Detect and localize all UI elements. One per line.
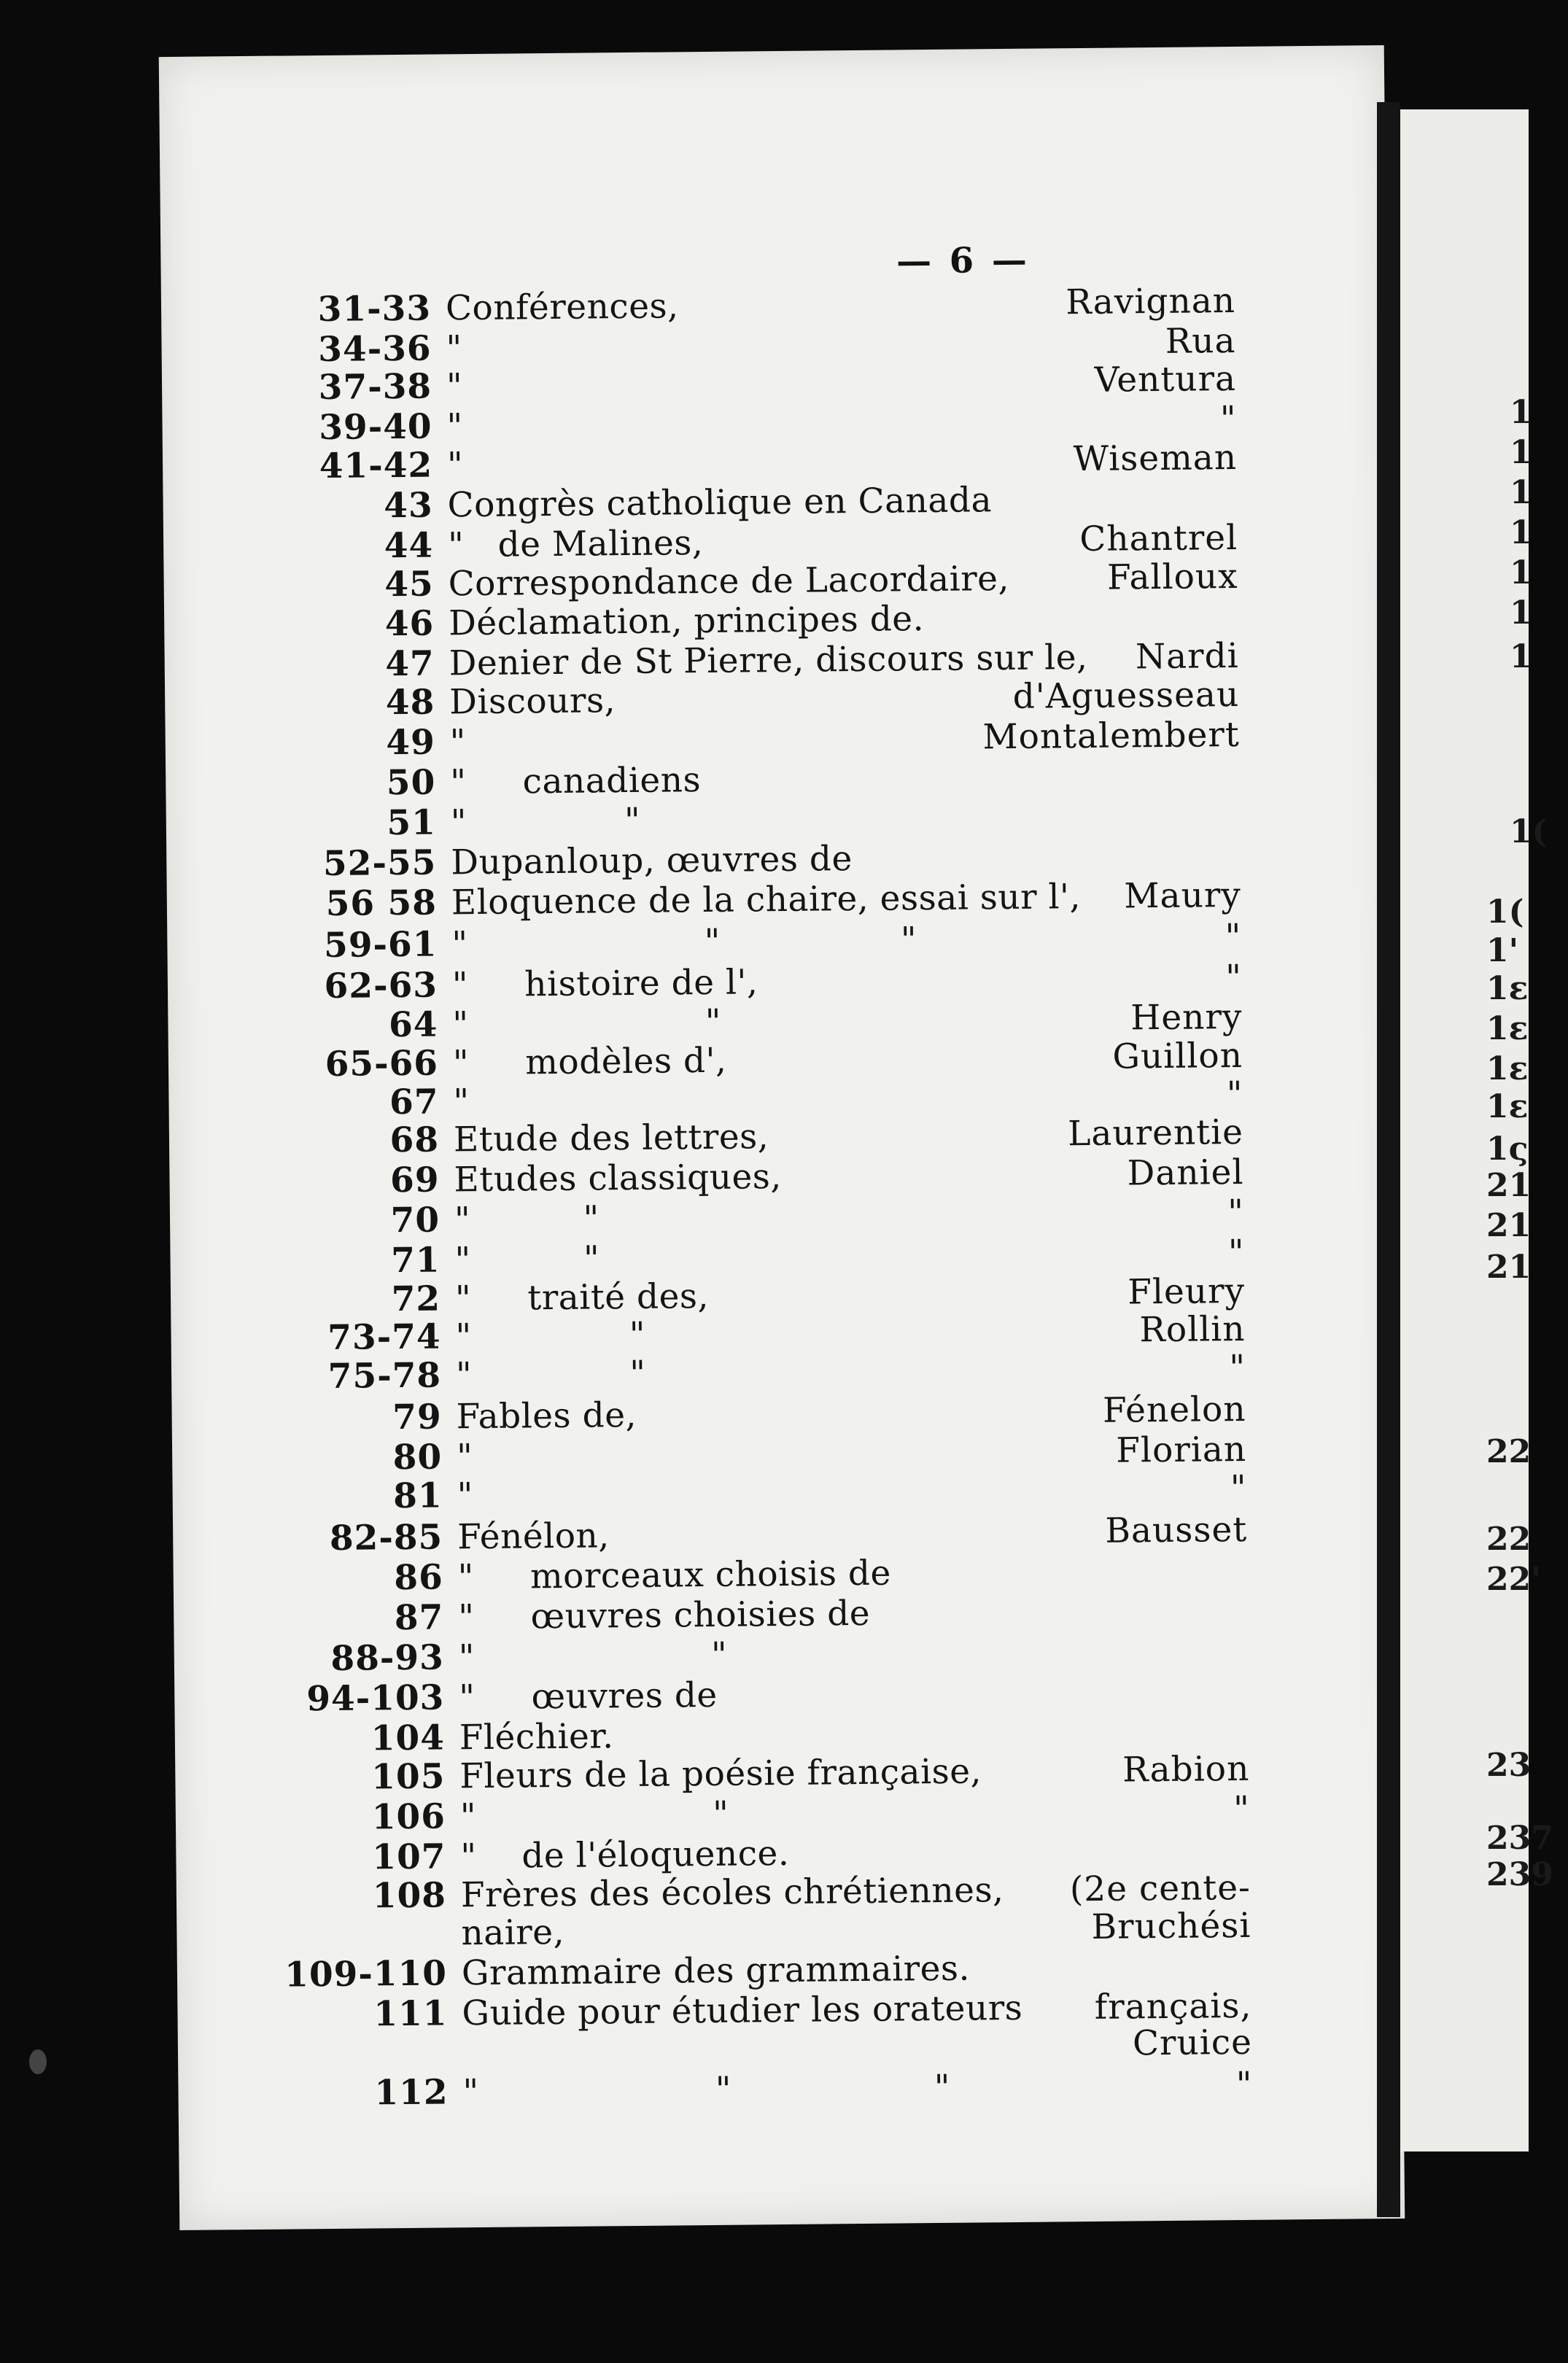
entry-title: " " (454, 1238, 600, 1281)
entry-title: " de Malines, (447, 522, 704, 566)
entry-number: 59-61 (323, 924, 438, 966)
entry-number: 105 (371, 1756, 446, 1798)
entry-title: Dupanloup, œuvres de (451, 839, 853, 883)
entry-title: " canadiens (450, 760, 702, 803)
entry-title: Grammaire des grammaires. (461, 1948, 971, 1994)
entry-number: 75-78 (327, 1355, 442, 1397)
entry-title: " traité des, (454, 1276, 710, 1319)
entry-author: d'Aguesseau (1012, 674, 1240, 717)
entry-author: Falloux (1106, 556, 1238, 598)
scan-speck (29, 2049, 47, 2074)
facing-page-number: 1( (1510, 813, 1548, 850)
entry-author: Bruchési (1091, 1905, 1251, 1947)
facing-page-number: 1 (1510, 474, 1532, 511)
entry-title: " (456, 1437, 473, 1478)
entry-number: 43 (383, 485, 433, 527)
entry-number: 86 (394, 1557, 444, 1599)
entry-number: 94-103 (306, 1677, 445, 1720)
entry-title: " (446, 366, 463, 407)
page-number: — 6 — (896, 239, 1031, 282)
entry-title: " de l'éloquence. (460, 1833, 790, 1877)
entry-number: 80 (392, 1437, 443, 1478)
entry-author: " (1233, 1788, 1251, 1830)
entry-number: 46 (384, 603, 435, 645)
entry-author: " (1229, 1347, 1246, 1389)
entry-author: Rua (1165, 320, 1236, 362)
entry-title: " " (454, 1198, 599, 1241)
entry-number: 108 (372, 1875, 447, 1917)
entry-number: 34-36 (318, 328, 432, 370)
facing-page-number: 21 (1486, 1167, 1532, 1204)
entry-title: naire, (461, 1912, 565, 1954)
entry-author: " (1235, 2064, 1253, 2106)
facing-page-number: 22' (1486, 1561, 1541, 1598)
entry-title: Congrès catholique en Canada (447, 480, 993, 526)
entry-number: 82-85 (329, 1517, 443, 1559)
entry-author: Daniel (1127, 1152, 1244, 1194)
entry-number: 111 (373, 1993, 448, 2035)
entry-number: 41-42 (319, 445, 433, 487)
entry-number: 44 (384, 525, 434, 567)
entry-title: " (446, 406, 464, 447)
entry-title: Discours, (449, 680, 616, 723)
entry-author: Ventura (1094, 358, 1237, 400)
entry-title: " " (459, 1793, 729, 1837)
facing-page-number: 1 (1510, 514, 1532, 551)
facing-page-number: 239 (1486, 1856, 1553, 1893)
entry-title: Frères des écoles chrétiennes, (460, 1870, 1004, 1916)
facing-page-number: 22 (1486, 1433, 1532, 1470)
entry-title: " " (450, 800, 641, 843)
entry-number: 62-63 (324, 965, 438, 1007)
entry-author: Bausset (1105, 1509, 1248, 1551)
entry-number: 109-110 (284, 1953, 448, 1995)
entry-title: Conférences, (445, 286, 679, 329)
entry-number: 67 (389, 1082, 439, 1123)
facing-page-edge (1400, 109, 1553, 2151)
entry-number: 81 (393, 1475, 443, 1517)
entry-number: 112 (374, 2072, 449, 2114)
entry-number: 71 (390, 1240, 440, 1281)
facing-page-number: 1 (1510, 394, 1532, 431)
entry-number: 69 (389, 1160, 440, 1201)
entry-title: " (449, 722, 467, 763)
entry-author: " (1219, 398, 1237, 440)
entry-number: 88-93 (330, 1637, 445, 1679)
facing-page-number: 1 (1510, 594, 1532, 632)
entry-title: " " (452, 1001, 722, 1045)
entry-title: Correspondance de Lacordaire, (448, 558, 1010, 605)
entry-title: " (446, 328, 462, 369)
entry-author: Cruice (1132, 2022, 1253, 2064)
entry-number: 51 (387, 802, 437, 844)
entry-author: " (1224, 916, 1242, 958)
book-page (159, 45, 1405, 2230)
facing-page-number: 1ς (1486, 1130, 1529, 1168)
entry-author: Laurentie (1067, 1111, 1244, 1155)
facing-page-number: 1ε (1486, 1088, 1529, 1125)
catalog-entry-list (159, 45, 1384, 2114)
entry-number: 104 (370, 1718, 446, 1759)
entry-number: 47 (385, 643, 435, 685)
book-gutter (1377, 102, 1400, 2217)
entry-title: " œuvres de (459, 1675, 718, 1718)
facing-page-number: 1ε (1486, 1050, 1529, 1087)
facing-page-number: 23 (1486, 1747, 1532, 1784)
entry-author: Montalembert (982, 714, 1240, 758)
entry-title: Eloquence de la chaire, essai sur l', (451, 877, 1082, 923)
facing-page-number: 21 (1486, 1207, 1532, 1244)
entry-title: " " " (451, 920, 917, 965)
entry-author: Ravignan (1066, 280, 1236, 323)
entry-title: Fléchier. (459, 1716, 614, 1758)
entry-title: " œuvres choisies de (458, 1593, 871, 1638)
entry-author: Florian (1116, 1429, 1247, 1471)
facing-page-number: 237 (1486, 1820, 1553, 1857)
facing-page-number: 1 (1510, 434, 1532, 471)
entry-number: 49 (386, 722, 436, 764)
entry-number: 56 58 (325, 882, 438, 924)
entry-number: 70 (390, 1200, 440, 1241)
facing-page-number: 1ε (1486, 1010, 1529, 1047)
entry-title: " " (458, 1634, 728, 1678)
entry-author: Wiseman (1073, 437, 1238, 480)
entry-number: 87 (394, 1597, 444, 1639)
entry-title: Fables de, (456, 1394, 637, 1437)
facing-page-number: 22 (1486, 1521, 1532, 1558)
entry-title: " histoire de l', (451, 962, 758, 1006)
entry-number: 64 (388, 1004, 438, 1046)
entry-number: 65-66 (325, 1043, 439, 1085)
entry-number: 79 (392, 1397, 442, 1438)
facing-page-number: 1 (1510, 554, 1532, 591)
entry-title: " morceaux choisis de (457, 1553, 892, 1598)
entry-title: Etude des lettres, (453, 1117, 769, 1160)
entry-title: Etudes classiques, (454, 1157, 783, 1200)
entry-title: Denier de St Pierre, discours sur le, (449, 637, 1088, 684)
entry-number: 39-40 (319, 406, 432, 449)
entry-author: Maury (1124, 874, 1242, 917)
entry-number: 73-74 (327, 1316, 441, 1358)
entry-number: 48 (385, 682, 435, 723)
entry-author: Rollin (1139, 1308, 1246, 1351)
entry-author: Henry (1130, 996, 1243, 1039)
entry-title: Fénélon, (457, 1516, 610, 1558)
entry-author: Rabion (1122, 1748, 1250, 1790)
entry-number: 72 (391, 1278, 441, 1320)
entry-title: " " (455, 1314, 646, 1357)
entry-title: " (453, 1082, 470, 1122)
entry-number: 45 (384, 564, 434, 605)
entry-title: " " (455, 1353, 646, 1396)
entry-number: 107 (372, 1836, 446, 1878)
entry-author: français, (1094, 1985, 1252, 2028)
entry-author: Fénelon (1102, 1389, 1246, 1431)
entry-title: " (457, 1475, 474, 1516)
facing-page-number: 21 (1486, 1249, 1532, 1286)
facing-page-number: 1' (1486, 932, 1519, 969)
entry-author: " (1225, 957, 1243, 998)
facing-page-number: 1ε (1486, 970, 1529, 1007)
entry-author: Nardi (1135, 635, 1239, 678)
entry-title: " (446, 445, 464, 486)
entry-author: " (1230, 1467, 1247, 1509)
facing-page-number: 1 (1510, 638, 1532, 675)
facing-page-number: 1( (1486, 893, 1524, 931)
entry-author: Chantrel (1079, 517, 1238, 560)
entry-title: " " " (462, 2067, 951, 2113)
entry-author: Guillon (1112, 1035, 1243, 1077)
entry-author: Fleury (1128, 1270, 1246, 1313)
entry-number: 31-33 (317, 288, 432, 330)
entry-title: Déclamation, principes de. (448, 599, 925, 644)
entry-author: " (1227, 1192, 1245, 1233)
entry-number: 68 (389, 1120, 440, 1161)
entry-number: 106 (371, 1796, 446, 1838)
entry-author: (2e cente- (1069, 1867, 1251, 1910)
entry-author: " (1226, 1074, 1243, 1115)
entry-title: Fleurs de la poésie française, (459, 1751, 982, 1797)
entry-author: " (1227, 1232, 1245, 1273)
entry-number: 50 (386, 762, 436, 804)
entry-title: " modèles d', (452, 1040, 727, 1084)
entry-title: Guide pour étudier les orateurs (462, 1987, 1023, 2034)
entry-number: 37-38 (318, 366, 432, 408)
entry-number: 52-55 (322, 842, 437, 885)
